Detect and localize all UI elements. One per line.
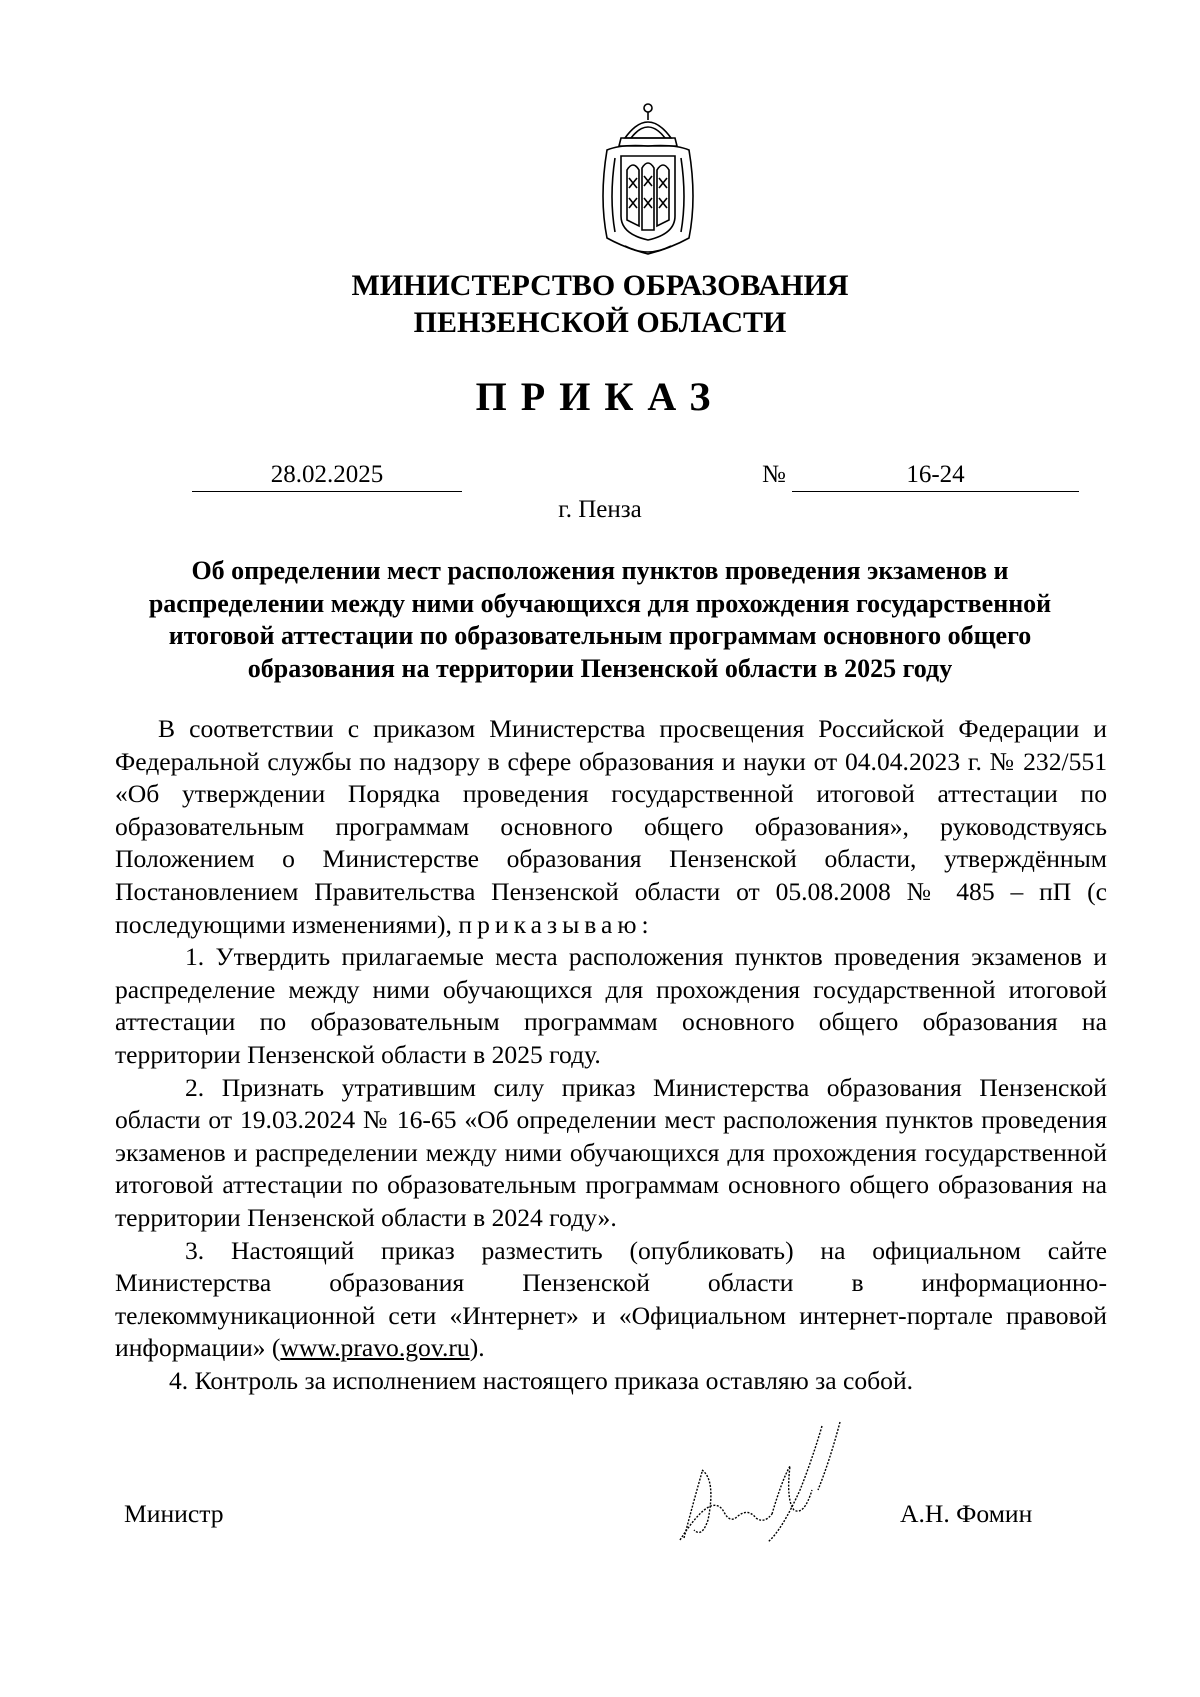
order-number-sign: № bbox=[762, 461, 786, 488]
item-1: 1. Утвердить прилагаемые места расположения пунктов проведения экзаменов и распределение между ними обучающихся для прохождения государственной итоговой аттестации по образовательным программам основного общего образования на территории Пензенской области в 2025 году. bbox=[115, 942, 1107, 1069]
coat-of-arms-icon bbox=[585, 98, 711, 258]
signatory-name: А.Н. Фомин bbox=[900, 1499, 1033, 1528]
item-3 bbox=[115, 1235, 1107, 1365]
order-number: 16-24 bbox=[792, 459, 1079, 492]
order-date: 28.02.2025 bbox=[192, 459, 462, 492]
item-3-text: 3. Настоящий приказ разместить (опубликовать) на официальном сайте Министерства образования Пензенской области в информационно-телекоммуникационной сети «Интернет» и «Официальном интернет-портале правовой информации» ( bbox=[115, 1235, 1107, 1363]
signatory-title: Министр bbox=[124, 1499, 224, 1528]
order-city: г. Пенза bbox=[558, 496, 642, 523]
order-word: приказываю: bbox=[458, 909, 654, 939]
order-title: ПРИКАЗ bbox=[475, 374, 725, 419]
item-3-end: ). bbox=[469, 1333, 485, 1363]
ministry-name-line1: МИНИСТЕРСТВО ОБРАЗОВАНИЯ bbox=[351, 269, 849, 302]
item-2: 2. Признать утратившим силу приказ Министерства образования Пензенской области от 19.03.2024 № 16-65 «Об определении мест расположения пунктов проведения экзаменов и распределении между ними обучающихся для прохождения государственной итоговой аттестации по образовательным программам основного общего образования на территории Пензенской области в 2024 году». bbox=[115, 1072, 1107, 1232]
pravo-link[interactable]: www.pravo.gov.ru bbox=[280, 1333, 470, 1363]
order-subject: Об определении мест расположения пунктов проведения экзаменов и распределении между ними обучающихся для прохождения государственной итоговой аттестации по образовательным программам основного общего образования на территории Пензенской области в 2025 году bbox=[148, 556, 1052, 683]
intro-text: В соответствии с приказом Министерства просвещения Российской Федерации и Федеральной службы по надзору в сфере образования и науки от 04.04.2023 г. № 232/551 «Об утверждении Порядка проведения государственной итоговой аттестации по образовательным программам основного общего образования», руководствуясь Положением о Министерстве образования Пензенской области, утверждённым Постановлением Правительства Пензенской области от 05.08.2008 № 485 – пП (с последующими изменениями), bbox=[115, 714, 1107, 939]
ministry-name-line2: ПЕНЗЕНСКОЙ ОБЛАСТИ bbox=[413, 306, 787, 339]
order-body bbox=[115, 713, 1107, 1397]
item-4: 4. Контроль за исполнением настоящего приказа оставляю за собой. bbox=[169, 1365, 914, 1395]
signature-icon bbox=[672, 1420, 858, 1545]
intro-paragraph bbox=[115, 713, 1107, 941]
